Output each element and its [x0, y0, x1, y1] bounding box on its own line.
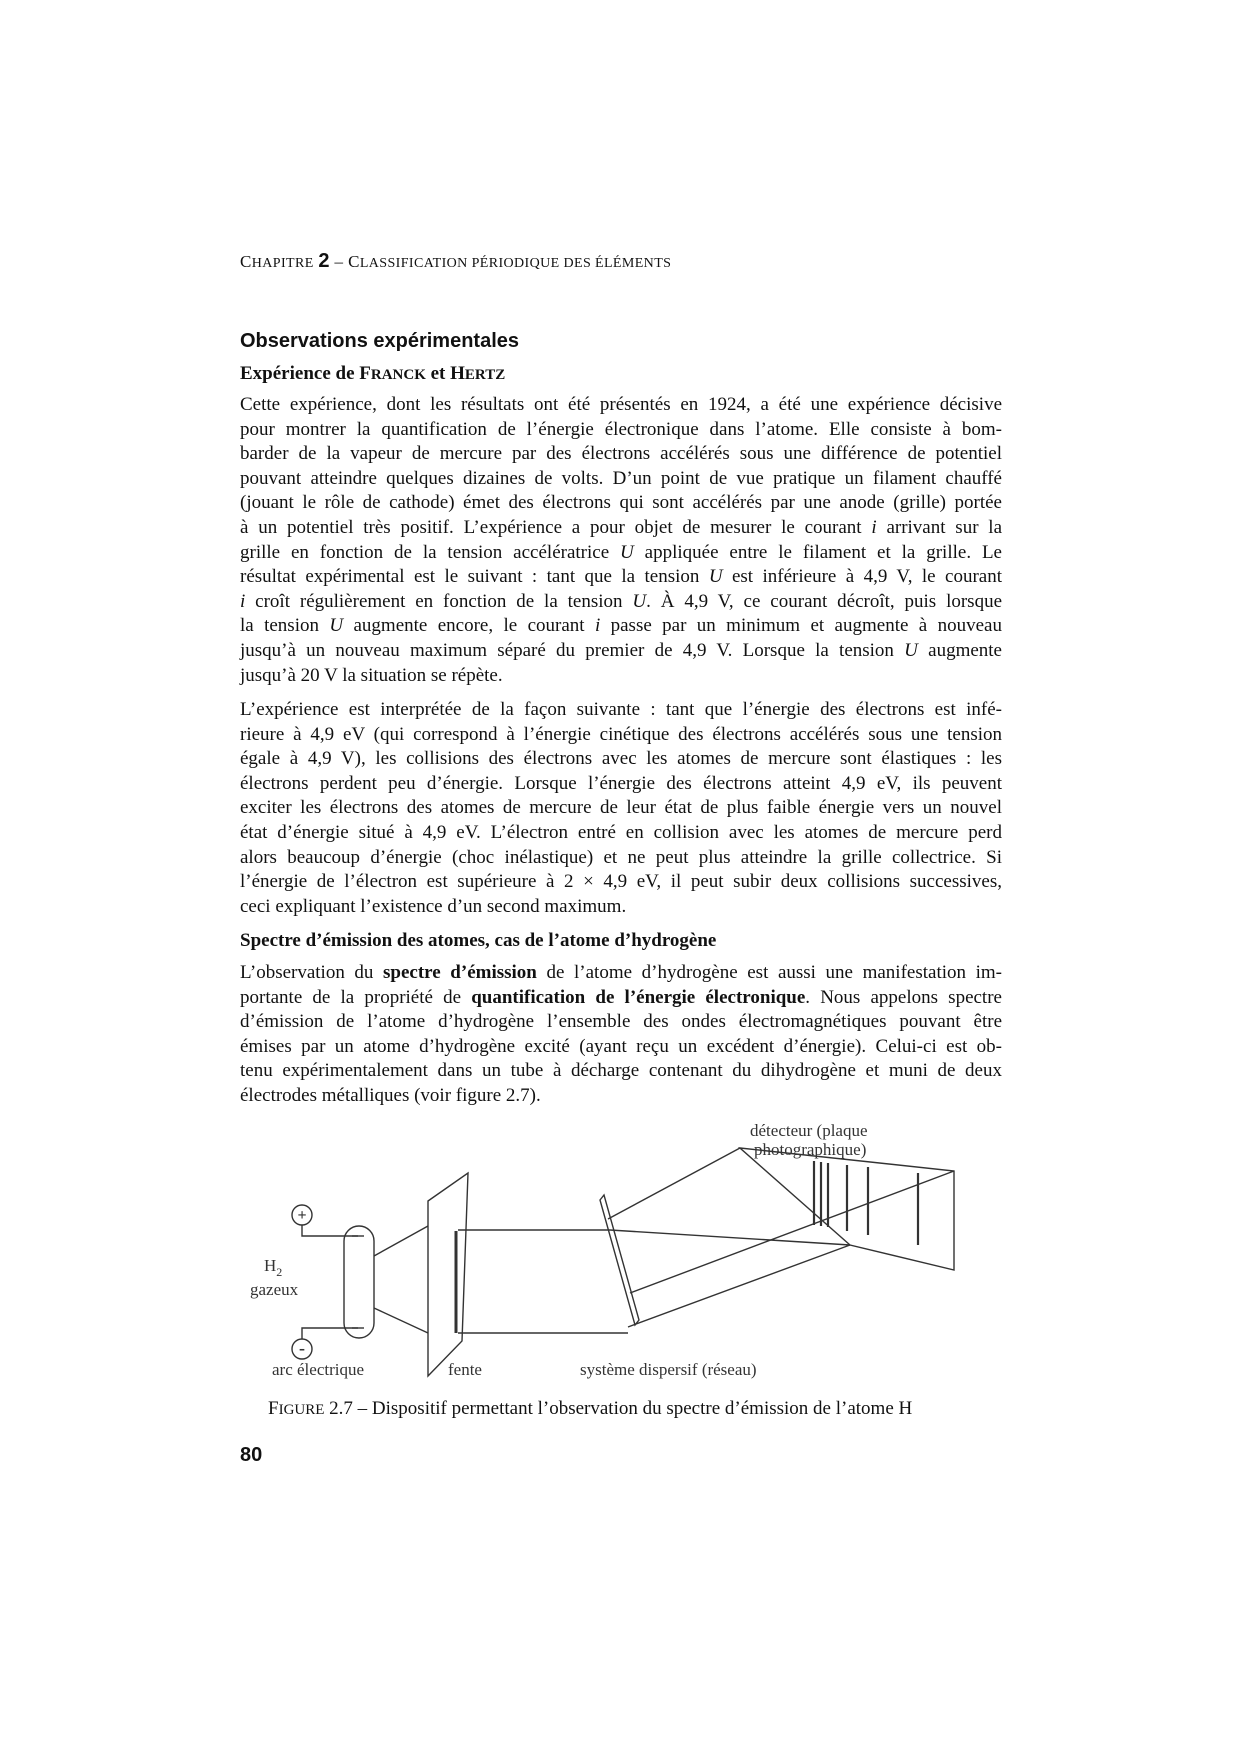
caption-text: 2.7 – Dispositif permettant l’observation du spectre d’émission de l’atome H: [324, 1398, 913, 1419]
chapter-word-initial: C: [240, 252, 252, 271]
text-line: pour montrer la quantification de l’énergie électronique dans l’atome. Elle consiste à bom-: [240, 418, 1002, 440]
text-fragment: . À 4,9 V, ce courant décroît, puis lorsque: [646, 590, 1003, 612]
paragraph-franck-hertz-2: [240, 698, 1002, 919]
text-fragment: jusqu’à un nouveau maximum séparé du premier de 4,9 V. Lorsque la tension: [240, 639, 894, 661]
wire-positive: [302, 1225, 358, 1236]
text-fragment: résultat expérimental est le suivant : tant que la tension: [240, 566, 700, 588]
dispersed-ray: [608, 1148, 740, 1219]
label-detecteur-2: photographique): [754, 1140, 867, 1159]
text-line: égale à 4,9 V), les collisions des électrons avec les atomes de mercure sont élastiques : les: [240, 748, 1002, 770]
caption-initial: F: [268, 1398, 279, 1419]
text-fragment: augmente encore, le courant: [343, 615, 595, 637]
label-h: H: [264, 1256, 277, 1275]
dispersed-ray: [630, 1171, 954, 1293]
discharge-tube: [344, 1226, 374, 1338]
text-line: [240, 961, 1002, 986]
variable-U: U: [708, 566, 723, 588]
page-number: 80: [240, 1444, 263, 1466]
text-fragment: augmente: [917, 639, 1002, 661]
text-fragment: est inférieure à 4,9 V, le courant: [722, 566, 1002, 588]
term-quantification: quantification de l’énergie électronique: [471, 986, 806, 1008]
text-fragment: à un potentiel très positif. L’expérience a pour objet de mesurer le courant: [240, 516, 862, 538]
text-line: L’expérience est interprétée de la façon suivante : tant que l’énergie des électrons est infé-: [240, 699, 1002, 720]
variable-U: U: [904, 639, 918, 661]
paragraph-franck-hertz-1: [240, 393, 1002, 688]
figure-emission-spectrum-apparatus: [250, 1115, 990, 1405]
figure-caption: [268, 1398, 912, 1420]
subtitle-conjunction: et: [425, 363, 451, 384]
text-line: [240, 590, 1002, 615]
text-line: l’énergie de l’électron est supérieure à 2 × 4,9 eV, il peut subir deux collisions successives,: [240, 871, 1002, 893]
text-line: électrodes métalliques (voir figure 2.7).: [240, 1084, 541, 1106]
term-spectre-emission: spectre d’émission: [383, 962, 537, 983]
text-line: [240, 541, 1002, 566]
label-h-subscript: 2: [276, 1265, 283, 1279]
text-line: rieure à 4,9 eV (qui correspond à l’énergie cinétique des électrons accélérés sous une tension: [240, 723, 1002, 745]
grating: [600, 1195, 639, 1325]
text-line: [240, 565, 1002, 590]
label-detecteur-1: détecteur (plaque: [750, 1121, 868, 1140]
section-title: Observations expérimentales: [240, 330, 520, 352]
chapter-word: HAPITRE: [251, 256, 314, 271]
variable-U: U: [620, 541, 634, 563]
light-ray: [374, 1308, 428, 1333]
text-line: exciter les électrons des atomes de mercure de leur état de plus faible énergie vers un nouvel: [240, 797, 1002, 819]
text-fragment: passe par un minimum et augmente à nouveau: [600, 615, 1002, 637]
text-line: état d’énergie situé à 4,9 eV. L’électron entré en collision avec les atomes de mercure perd: [240, 821, 1002, 843]
chapter-number: 2: [318, 250, 330, 272]
variable-U: U: [329, 615, 344, 637]
name-hertz: ERTZ: [464, 367, 506, 383]
text-line: alors beaucoup d’énergie (choc inélastique) et ne peut plus atteindre la grille collectrice. Si: [240, 846, 1002, 868]
label-fente: fente: [448, 1360, 482, 1379]
text-fragment: arrivant sur la: [876, 516, 1003, 538]
text-line: électrons perdent peu d’énergie. Lorsque l’énergie des électrons atteint 4,9 eV, ils peuvent: [240, 772, 1002, 794]
text-line: pouvant atteindre quelques dizaines de volts. D’un point de vue pratique un filament chauffé: [240, 467, 1002, 489]
header-dash: –: [329, 252, 349, 271]
paragraph-spectre: [240, 961, 1002, 1109]
label-h2: [264, 1256, 282, 1279]
text-line: tenu expérimentalement dans un tube à décharge contenant du dihydrogène et muni de deux: [240, 1060, 1002, 1082]
text-line: (jouant le rôle de cathode) émet des électrons qui sont accélérés par une anode (grille) portée: [240, 492, 1002, 514]
caption-label: IGURE: [278, 1402, 325, 1418]
text-line: [240, 639, 1002, 664]
text-fragment: grille en fonction de la tension accélératrice: [240, 541, 610, 563]
light-ray: [374, 1226, 428, 1256]
text-line: jusqu’à 20 V la situation se répète.: [240, 664, 503, 686]
text-line: [240, 986, 1002, 1011]
minus-sign: -: [299, 1338, 305, 1358]
label-arc-electrique: arc électrique: [272, 1360, 365, 1379]
text-fragment: L’observation du: [240, 962, 384, 983]
dispersed-ray: [628, 1245, 850, 1327]
variable-i: i: [594, 615, 601, 637]
text-line: [240, 516, 1002, 541]
plus-sign: +: [297, 1207, 307, 1224]
text-fragment: la tension: [240, 615, 319, 637]
text-line: [240, 614, 1002, 639]
wire-negative: [302, 1328, 358, 1339]
chapter-title-initial: C: [348, 252, 360, 271]
text-line: d’émission de l’atome d’hydrogène l’ensemble des ondes électromagnétiques pouvant être: [240, 1011, 1002, 1033]
variable-i: i: [240, 590, 246, 612]
text-fragment: appliquée entre le filament et la grille. Le: [633, 541, 1002, 563]
subtitle-prefix: Expérience de: [240, 363, 360, 384]
text-line: barder de la vapeur de mercure par des électrons accélérés sous une différence de potentiel: [240, 443, 1002, 465]
text-fragment: . Nous appelons spectre: [805, 986, 1002, 1008]
dispersed-ray: [610, 1230, 850, 1245]
running-head: [240, 250, 671, 273]
subsection-title-spectre: Spectre d’émission des atomes, cas de l’atome d’hydrogène: [240, 930, 717, 951]
text-line: ceci expliquant l’existence d’un second maximum.: [240, 895, 627, 917]
variable-i: i: [871, 516, 877, 538]
text-line: Cette expérience, dont les résultats ont été présentés en 1924, a été une expérience décisive: [240, 394, 1002, 415]
variable-U: U: [632, 590, 647, 612]
text-fragment: de l’atome d’hydrogène est aussi une manifestation im-: [536, 962, 1002, 983]
name-franck: RANCK: [370, 367, 426, 383]
text-line: émises par un atome d’hydrogène excité (ayant reçu un excédent d’énergie). Celui-ci est ob-: [240, 1035, 1002, 1057]
subsection-title-franck-hertz: [240, 363, 505, 385]
text-fragment: portante de la propriété de: [240, 986, 472, 1008]
label-systeme-dispersif: système dispersif (réseau): [580, 1360, 757, 1379]
slit-plate: [428, 1173, 468, 1376]
name-franck-initial: F: [359, 363, 371, 384]
label-gazeux: gazeux: [250, 1280, 299, 1299]
name-hertz-initial: H: [450, 363, 465, 384]
text-fragment: croît régulièrement en fonction de la tension: [255, 590, 623, 612]
chapter-title: LASSIFICATION PÉRIODIQUE DES ÉLÉMENTS: [359, 256, 672, 271]
